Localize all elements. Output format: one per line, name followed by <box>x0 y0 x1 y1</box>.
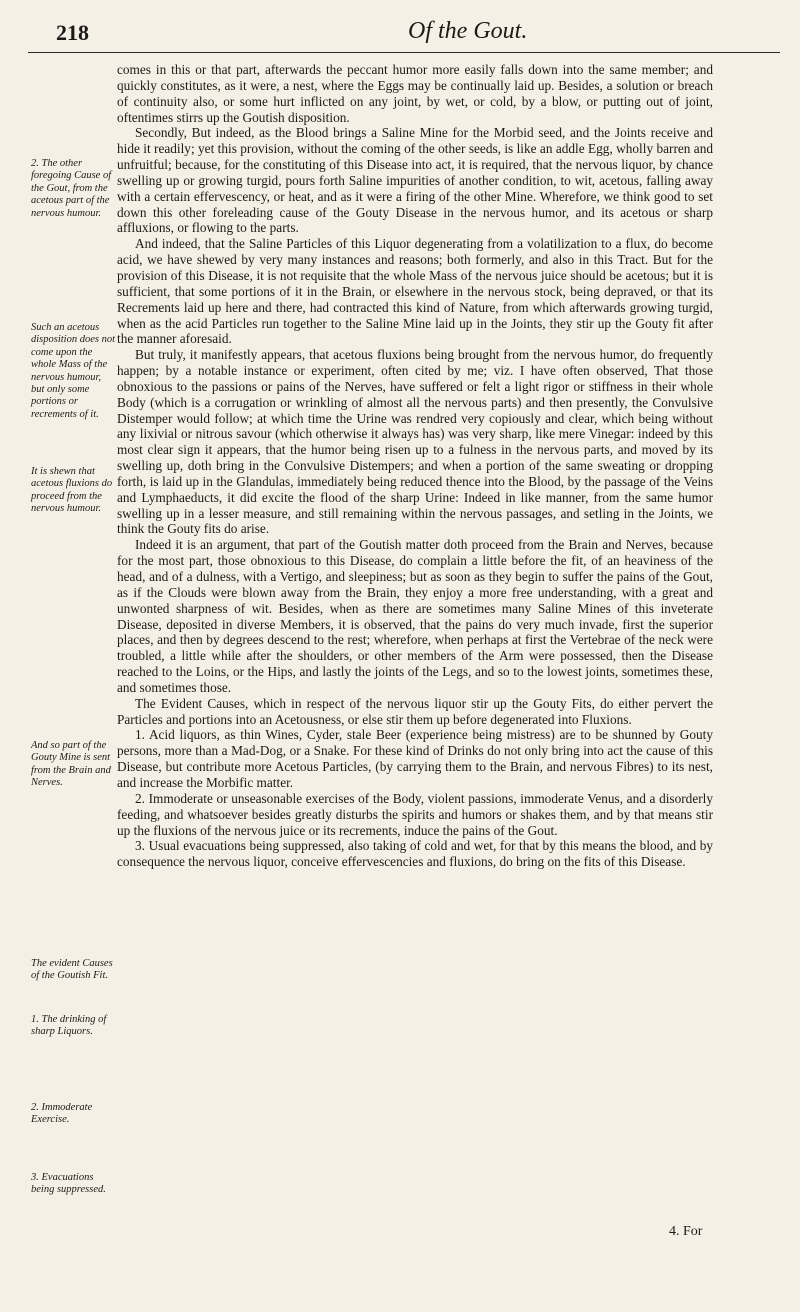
page-header <box>28 20 780 53</box>
page-number: 218 <box>56 20 89 45</box>
paragraph: But truly, it manifestly appears, that acetous fluxions being brought from the nervous humor, do frequently happen; by a notable instance or experiment, often cited by me; viz. I have often observed, That those obnoxious to the passions or pains of the Nerves, have suffered or felt a light rigor or stiffness in their whole Body (which is a corrugation or wrinkling of almost all the nervous parts) and then presently, the Convulsive Distemper would follow; at which time the Urine was rendred very copiously and clear, which being without any lixivial or nitrous savour (which otherwise it always has) was very sharp, like mere Vinegar: indeed by this most clear sign it appears, that the humor being risen up to a fulness in the nervous parts, and moved by its swelling up, doth bring in the Convulsive Distempers; and when a portion of the same sweating or dropping forth, is laid up in the Glandulas, immediately being reduced thence into the Blood, by the passage of the Veins and Lymphaeducts, it did excite the flood of the sharp Urine: Indeed in like manner, from the same humor swelling up in a lesser measure, and still remaining within the nervous passages, and setling in the Joints, we think the Gouty fits do arise. <box>117 347 713 537</box>
paragraph: 1. Acid liquors, as thin Wines, Cyder, stale Beer (experience being mistress) are to be shunned by Gouty persons, more than a Mad-Dog, or a Snake. For these kind of Drinks do not only bring into act the cause of this Disease, but contribute more Acetous Particles, (by carrying them to the Brain, and nervous Fibres) to its nest, and increase the Morbific matter. <box>117 727 713 790</box>
paragraph: The Evident Causes, which in respect of the nervous liquor stir up the Gouty Fits, do either pervert the Particles and portions into an Acetousness, or else stir them up before degenerated into Fluxions. <box>117 695 713 727</box>
margin-note: 1. The drinking of sharp Liquors. <box>31 1014 107 1038</box>
paragraph: comes in this or that part, afterwards the peccant humor more easily falls down into the same member; and quickly constitutes, as it were, a nest, where the Eggs may be continually laid up. Besides, a solution or breach of continuity also, or some hurt inflicted on any joint, by wet, or cold, by a blow, or putting out of joint, oftentimes stirrs up the Goutish disposition. <box>117 62 713 125</box>
catchword: 4. For <box>669 1224 703 1239</box>
margin-note: 2. Immoderate Exercise. <box>31 1102 93 1126</box>
main-text <box>117 62 713 870</box>
margin-note: Such an acetous disposition does not come upon the whole Mass of the nervous humour, but only some portions or recrements of it. <box>31 322 116 420</box>
paragraph: And indeed, that the Saline Particles of this Liquor degenerating from a volatilization to a flux, do become acid, we have shewed by very many instances and reasons; both formerly, and also in this Tract. But for the provision of this Disease, it is not requisite that the whole Mass of the nervous juice should be acetous; but it is sufficient, that some portions of it in the Brain, or elsewhere in the nervous stock, being depraved, or that its Recrements laid up here and there, had contracted this kind of Nature, from which afterwards growing turgid, when as the acid Particles run together to the Saline Mine laid up in the Joints, they stir up the Gouty fit after the manner aforesaid. <box>117 236 713 347</box>
paragraph: 3. Usual evacuations being suppressed, also taking of cold and wet, for that by this means the blood, and by consequence the nervous liquor, conceive effervescencies and fluxions, do bring on the fits of this Disease. <box>117 838 713 870</box>
margin-note: And so part of the Gouty Mine is sent from the Brain and Nerves. <box>31 740 111 789</box>
margin-note: The evident Causes of the Goutish Fit. <box>31 958 113 982</box>
margin-note: 3. Evacuations being suppressed. <box>31 1172 106 1196</box>
margin-note: It is shewn that acetous fluxions do proceed from the nervous humour. <box>31 466 113 515</box>
paragraph: 2. Immoderate or unseasonable exercises of the Body, violent passions, immoderate Venus, and a disorderly feeding, and whatsoever besides greatly disturbs the spirits and humors or shakes them, and by that means stir up the fluxions of the nervous juice or its recrements, induce the pains of the Gout. <box>117 790 713 838</box>
running-title: Of the Gout. <box>408 18 528 44</box>
paragraph: Indeed it is an argument, that part of the Goutish matter doth proceed from the Brain and Nerves, because for the most part, those obnoxious to this Disease, do complain a little before the fit, of an heaviness of the head, and of a dulness, with a Vertigo, and sleepiness; but as soon as they begin to suffer the pains of the Gout, as if the Clouds were blown away from the Brain, they enjoy a more free understanding, with a great and unwonted sharpness of wit. Besides, when as there are sometimes many Saline Mines of this inveterate Disease, deposited in diverse Members, it is observed, that the pains do very much invade, first the superior places, and then by degrees descend to the rest; wherefore, when perhaps at first the Vertebrae of the neck were troubled, a little while after the shoulders, or other members of the Arm were possessed, then the Disease reached to the Loins, or the Hips, and lastly the joints of the Legs, and so to the lowest joints, sometimes these, and sometimes those. <box>117 537 713 695</box>
margin-note: 2. The other foregoing Cause of the Gout, from the acetous part of the nervous humour. <box>31 158 112 219</box>
paragraph: Secondly, But indeed, as the Blood brings a Saline Mine for the Morbid seed, and the Joints receive and hide it readily; yet this provision, without the coming of the other seeds, is like an addle Egg, wholly barren and unfruitful; because, for the constituting of this Disease into act, it is required, that the nervous liquor, by chance swelling up or growing turgid, pours forth Saline impurities of another condition, to wit, acetous, falling away with a certain effervescency, or heat, and as it were a firing of the other Mine. Wherefore, we think good to set down this other foreleading cause of the Gouty Disease in the nervous humor, and its acetous or sharp affluxions, or flowing to the parts. <box>117 125 713 236</box>
